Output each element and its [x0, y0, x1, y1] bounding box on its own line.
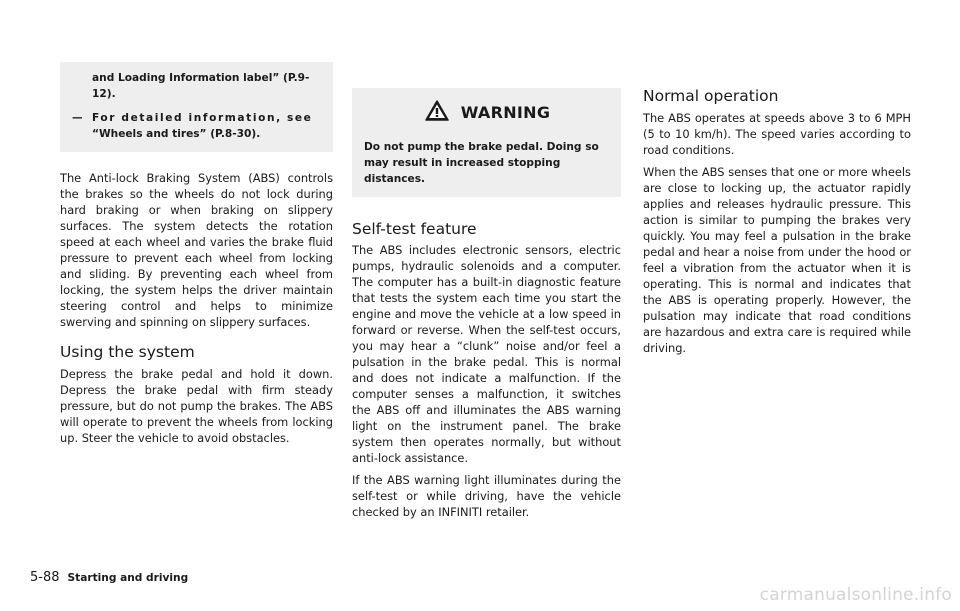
warning-triangle-icon [425, 100, 449, 125]
self-test-paragraph-1: The ABS includes electronic sensors, electric pumps, hydraulic solenoids and a computer. The computer has a built-in diagnostic feature that tests the system each time you start the engine and move the vehicle at a low speed in forward or reverse. When the self-test occurs, you may hear a “clunk” noise and/or feel a pulsation in the brake pedal. This is normal and does not indicate a malfunction. If the computer senses a malfunction, it switches the ABS off and illuminates the ABS warning light on the instrument panel. The brake system then operates normally, but without anti-lock assistance. [352, 243, 621, 465]
warning-header [364, 100, 611, 125]
using-system-heading: Using the system [60, 343, 195, 361]
watermark: carmanualsonline.info [759, 585, 952, 605]
self-test-paragraph-2: If the ABS warning light illuminates during the self-test or while driving, have the vehicle checked by an INFINITI retailer. [352, 473, 621, 519]
using-system-paragraph: Depress the brake pedal and hold it down. Depress the brake pedal with firm steady pressure, but do not pump the brakes. The ABS will operate to prevent the wheels from locking up. Steer the vehicle to avoid obstacles. [60, 367, 333, 445]
note-dash-item [72, 110, 323, 142]
note-dash-line-1: For detailed information, see [92, 112, 313, 124]
note-dash-line-2: “Wheels and tires” (P.8-30). [92, 128, 261, 140]
warning-title: WARNING [460, 103, 551, 122]
section-title: Starting and driving [67, 572, 189, 584]
page-footer [30, 570, 188, 585]
note-box [60, 62, 333, 152]
column-2 [352, 0, 621, 520]
dash-mark: — [72, 112, 83, 124]
warning-box [352, 88, 621, 197]
note-line-2: 12). [92, 88, 116, 100]
warning-text: Do not pump the brake pedal. Doing so may result in increased stopping distances. [364, 141, 599, 185]
column-3 [643, 0, 911, 356]
normal-operation-paragraph-2: When the ABS senses that one or more wheels are close to locking up, the actuator rapidly applies and releases hydraulic pressure. This action is similar to pumping the brakes very quickly. You may feel a pulsation in the brake pedal and hear a noise from under the hood or feel a vibration from the actuator when it is operating. This is normal and indicates that the ABS is operating properly. However, the pulsation may indicate that road conditions are hazardous and extra care is required while driving. [643, 165, 911, 355]
normal-operation-heading: Normal operation [643, 87, 779, 105]
note-line-1: and Loading Information label” (P.9- [92, 72, 310, 84]
abs-intro-paragraph: The Anti-lock Braking System (ABS) controls the brakes so the wheels do not lock during hard braking or when braking on slippery surfaces. The system detects the rotation speed at each wheel and varies the brake fluid pressure to prevent each wheel from locking and sliding. By preventing each wheel from locking, the system helps the driver maintain steering control and helps to minimize swerving and spinning on slippery surfaces. [60, 171, 333, 329]
self-test-heading: Self-test feature [352, 220, 477, 238]
normal-operation-paragraph-1: The ABS operates at speeds above 3 to 6 MPH (5 to 10 km/h). The speed varies according to road conditions. [643, 111, 911, 157]
page-number: 5-88 [30, 570, 60, 585]
column-1 [60, 0, 333, 446]
